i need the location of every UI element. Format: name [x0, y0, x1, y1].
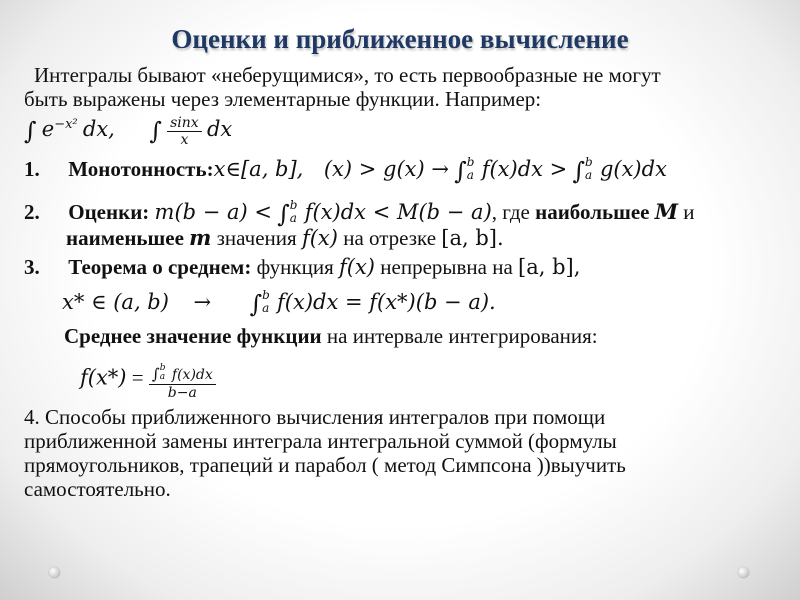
integral-limits: b a [289, 198, 298, 226]
item-2-number: 2. [24, 200, 40, 224]
item-1-inequality: (x) > g(x) → [323, 157, 449, 181]
integral-sign: ∫ [24, 117, 37, 145]
example-1-dx: dx, [82, 117, 115, 141]
fraction-denominator: x [180, 131, 189, 148]
decorative-bullet-left [49, 567, 60, 578]
item-2-left: m(b − a) < [154, 200, 273, 224]
item-3-xstar: x* ∈ (a, b) [62, 290, 169, 314]
intro-line-1: Интегралы бывают «неберущимися», то есть первообразные не могут [34, 63, 661, 87]
integral-sign: ∫ [249, 290, 263, 318]
item-2-bold-1: наибольшее [535, 200, 650, 224]
item-3-eq: = [131, 365, 144, 390]
integral-limits: b a [262, 288, 270, 316]
item-3-text-1: функция [256, 255, 334, 279]
integral-sign: ∫ [454, 157, 467, 185]
item-1-number: 1. [24, 157, 40, 181]
example-1-exponent: −x² [54, 117, 78, 132]
item-1 [24, 157, 667, 184]
item-1-right-integrand: g(x)dx [599, 157, 667, 181]
item-3-number: 3. [24, 255, 40, 279]
integral-limits: b a [466, 155, 475, 183]
item-3 [24, 256, 580, 279]
item-3-mean-line [64, 325, 598, 348]
intro-examples [24, 113, 232, 148]
item-2-text-2: значения [216, 226, 297, 250]
integral-limits: b a [159, 363, 166, 382]
integral-limits: b a [585, 155, 593, 183]
item-2-line-2 [66, 226, 504, 250]
item-2-middle: f(x)dx < M(b − a) [304, 200, 492, 224]
example-2-dx: dx [206, 117, 233, 141]
example-1-base: e [41, 117, 55, 141]
item-4-line-4: самостоятельно. [24, 477, 171, 501]
item-2-text-1: , где [491, 200, 530, 224]
fraction-denominator: b−a [167, 385, 197, 401]
item-4-line-2: приближенной замены интеграла интегральной суммой (формулы [24, 429, 617, 453]
integral-sign: ∫ [149, 117, 162, 145]
item-2-and: и [683, 200, 695, 224]
item-4-line-3: прямоугольников, трапеций и парабол ( метод Симпсона ))выучить [24, 453, 626, 477]
item-2-interval: [a, b]. [441, 226, 504, 250]
item-3-label: Теорема о среднем: [68, 255, 252, 279]
item-3-arrow: → [193, 290, 212, 314]
item-2-bold-2: наименьшее [66, 226, 184, 250]
intro-line-2: быть выражены через элементарные функции. Например: [24, 87, 542, 111]
item-3-formula-line [62, 290, 496, 317]
item-2-fx: f(x) [301, 226, 338, 250]
fraction-numerator: sinx [167, 115, 202, 132]
item-3-mean-bold: Среднее значение функции [64, 324, 322, 348]
item-1-label: Монотонность: [68, 157, 214, 181]
item-2-m: m [189, 225, 212, 250]
item-3-formula: f(x)dx = f(x*)(b − a). [277, 290, 496, 314]
integral-sign: ∫ [151, 365, 160, 383]
item-3-interval: [a, b], [518, 255, 581, 279]
item-2-M: M [654, 199, 678, 224]
example-2-fraction [167, 115, 202, 148]
item-2 [24, 200, 695, 227]
item-3-fx: f(x) [339, 255, 376, 279]
item-1-left-integrand: f(x)dx > [481, 157, 568, 181]
item-3-fxstar: f(x*) [80, 365, 127, 390]
item-2-label: Оценки: [68, 200, 150, 224]
item-2-text-3: на отрезке [343, 226, 437, 250]
item-3-text-2: непрерывна на [380, 255, 513, 279]
item-4-line-1: 4. Способы приближенного вычисления интегралов при помощи [24, 405, 606, 429]
item-1-condition: x∈[a, b], [213, 157, 304, 181]
integral-sign: ∫ [277, 200, 290, 228]
decorative-bullet-right [738, 567, 749, 578]
item-3-mean-formula [80, 362, 216, 401]
integral-sign: ∫ [572, 157, 586, 185]
slide-title: Оценки и приближенное вычисление [171, 24, 629, 54]
fraction-numerator: ∫ b a f(x)dx [149, 366, 216, 385]
item-3-mean-text: на интервале интегрирования: [326, 324, 598, 348]
mean-value-fraction [149, 363, 216, 401]
